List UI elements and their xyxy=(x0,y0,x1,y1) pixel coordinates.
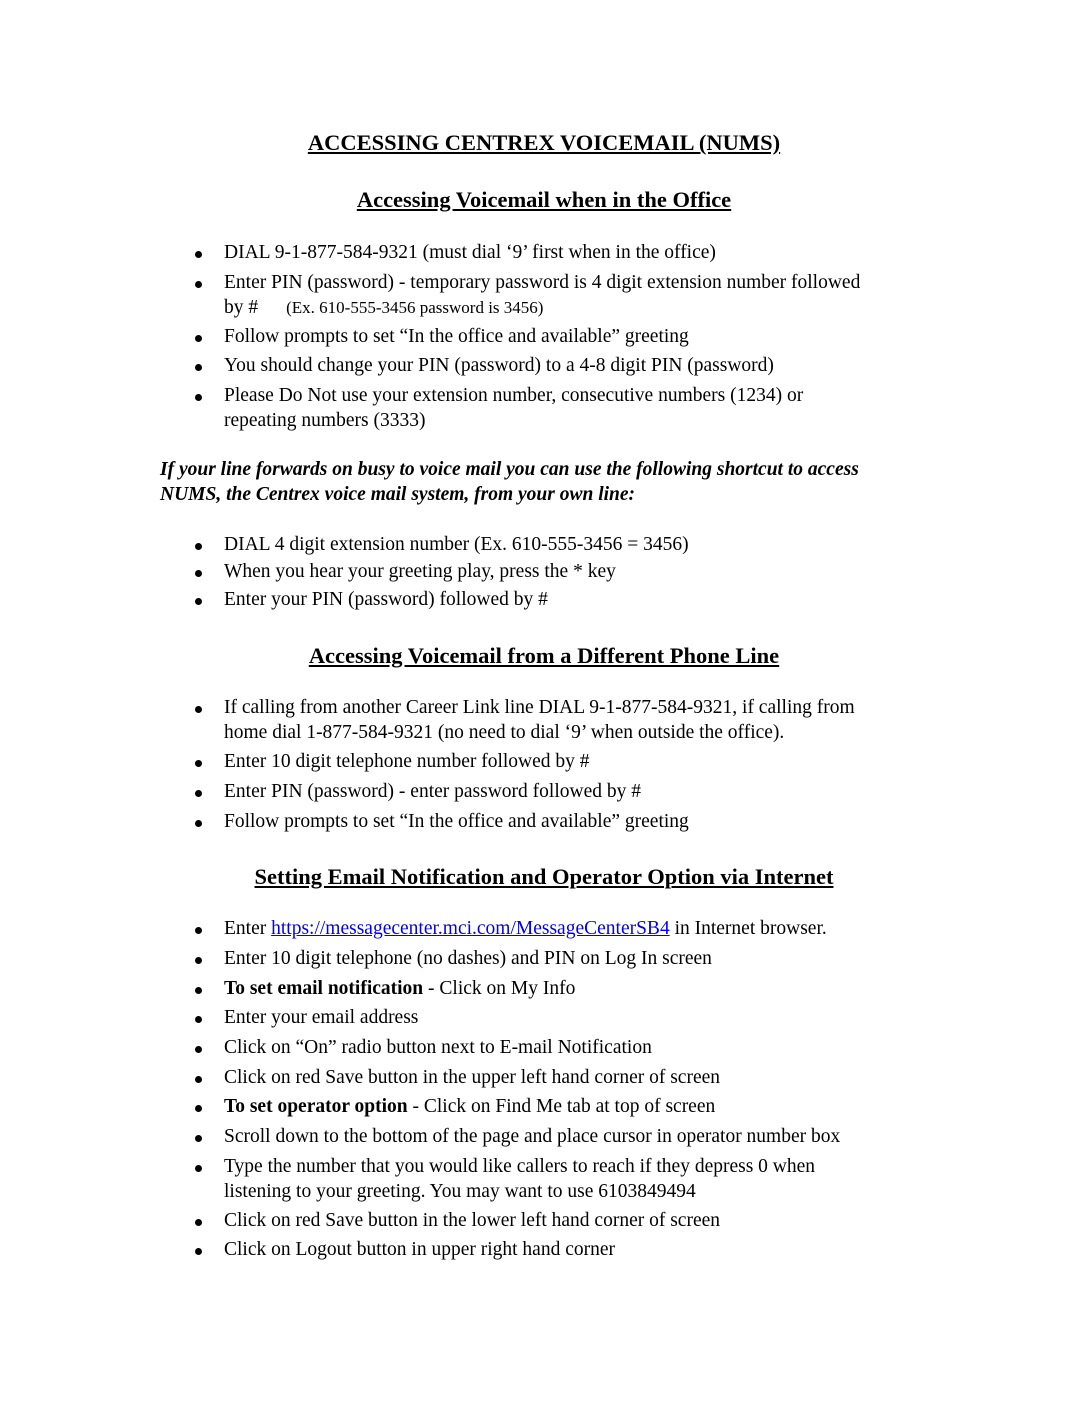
bullet-icon xyxy=(195,987,202,994)
bullet-icon xyxy=(195,364,202,371)
item-text: Click on Logout button in upper right hand corner xyxy=(224,1239,616,1260)
bullet-icon xyxy=(195,1046,202,1053)
item-text: home dial 1-877-584-9321 (no need to dial ‘9’ when outside the office). xyxy=(224,721,785,743)
item-text: Click on red Save button in the upper left hand corner of screen xyxy=(224,1067,721,1088)
item-text: Follow prompts to set “In the office and available” greeting xyxy=(224,326,689,347)
list-item xyxy=(224,533,934,558)
heading-office: Accessing Voicemail when in the Office xyxy=(356,187,732,212)
bullet-icon xyxy=(195,820,202,827)
bullet-icon xyxy=(195,251,202,258)
list-item xyxy=(224,325,934,350)
bullet-icon xyxy=(195,1016,202,1023)
list-item xyxy=(224,271,934,320)
bullet-icon xyxy=(195,790,202,797)
item-text: Enter 10 digit telephone number followed by # xyxy=(224,751,590,772)
list-item xyxy=(224,1125,934,1150)
bullet-icon xyxy=(195,1219,202,1226)
list-item xyxy=(224,947,934,972)
list-item xyxy=(224,750,934,775)
item-text: If calling from another Career Link line DIAL 9-1-877-584-9321, if calling from xyxy=(224,697,855,718)
item-text: DIAL 4 digit extension number (Ex. 610-555-3456 = 3456) xyxy=(224,534,689,555)
item-text: Click on “On” radio button next to E-mail Notification xyxy=(224,1037,652,1058)
item-text: Follow prompts to set “In the office and available” greeting xyxy=(224,811,689,832)
bullet-icon xyxy=(195,598,202,605)
shortcut-note xyxy=(160,457,950,507)
item-text: 9 xyxy=(274,242,285,263)
item-text: Click on red Save button in the lower left hand corner of screen xyxy=(224,1210,721,1231)
bullet-icon xyxy=(195,957,202,964)
bullet-icon xyxy=(195,281,202,288)
item-text: Enter 10 digit telephone (no dashes) and PIN on Log In screen xyxy=(224,948,712,969)
list-item xyxy=(224,384,934,433)
item-text: Scroll down to the bottom of the page and place cursor in operator number box xyxy=(224,1126,841,1147)
list-item xyxy=(224,588,934,613)
message-center-link[interactable]: https://messagecenter.mci.com/MessageCenterSB4 xyxy=(271,918,670,939)
list-item xyxy=(224,1066,934,1091)
bullet-icon xyxy=(195,1165,202,1172)
item-text: - Click on Find Me tab at top of screen xyxy=(407,1096,716,1117)
list-item xyxy=(224,560,934,585)
item-text: -1-877-584-9321 (must dial ‘9’ first when in the office) xyxy=(284,242,716,263)
list-item xyxy=(224,1209,934,1234)
bullet-icon xyxy=(195,1248,202,1255)
note-line: If your line forwards on busy to voice mail you can use the following shortcut to access xyxy=(160,459,859,480)
list-item xyxy=(224,1095,934,1120)
bullet-icon xyxy=(195,760,202,767)
item-text: Enter your PIN (password) followed by # xyxy=(224,589,548,610)
item-text: listening to your greeting. You may want to use 6103849494 xyxy=(224,1180,696,1202)
item-text: You should change your PIN (password) to a 4-8 digit PIN (password) xyxy=(224,355,774,376)
list-item xyxy=(224,354,934,379)
item-text: Enter PIN (password) - temporary password is 4 digit extension number followed xyxy=(224,272,861,293)
item-text: in Internet browser. xyxy=(669,918,827,939)
bullet-icon xyxy=(195,1105,202,1112)
list-item xyxy=(224,1006,934,1031)
list-item xyxy=(224,1238,934,1263)
list-item xyxy=(224,1036,934,1061)
note-line: NUMS, the Centrex voice mail system, from your own line: xyxy=(160,484,636,505)
item-text: Enter PIN (password) - enter password followed by # xyxy=(224,781,641,802)
bullet-icon xyxy=(195,335,202,342)
item-text: Type the number that you would like callers to reach if they depress 0 when xyxy=(224,1156,816,1177)
item-text: DIAL xyxy=(224,242,275,263)
list-item xyxy=(224,810,934,835)
list-item xyxy=(224,780,934,805)
bullet-icon xyxy=(195,706,202,713)
bullet-icon xyxy=(195,570,202,577)
heading-different-line: Accessing Voicemail from a Different Phone Line xyxy=(308,643,780,668)
item-bold-text: To set operator option xyxy=(224,1096,408,1117)
list-item xyxy=(224,241,934,266)
page-title: ACCESSING CENTREX VOICEMAIL (NUMS) xyxy=(307,130,781,155)
bullet-icon xyxy=(195,394,202,401)
item-text: (Ex. 610-555-3456 password is 3456) xyxy=(286,297,544,317)
item-text: When you hear your greeting play, press the * key xyxy=(224,561,616,582)
bullet-icon xyxy=(195,1135,202,1142)
list-item xyxy=(224,977,934,1002)
item-bold-text: To set email notification xyxy=(224,978,424,999)
item-text: by # xyxy=(224,296,259,318)
heading-internet: Setting Email Notification and Operator Option via Internet xyxy=(254,864,834,889)
item-text: - Click on My Info xyxy=(423,978,576,999)
list-item xyxy=(224,696,934,745)
item-text: Please Do Not use your extension number, consecutive numbers (1234) or xyxy=(224,385,804,406)
bullet-icon xyxy=(195,543,202,550)
item-text: Enter your email address xyxy=(224,1007,419,1028)
list-item xyxy=(224,1155,934,1204)
item-text: repeating numbers (3333) xyxy=(224,409,426,431)
bullet-icon xyxy=(195,927,202,934)
bullet-icon xyxy=(195,1076,202,1083)
item-text: Enter xyxy=(224,918,272,939)
list-item xyxy=(224,917,934,942)
